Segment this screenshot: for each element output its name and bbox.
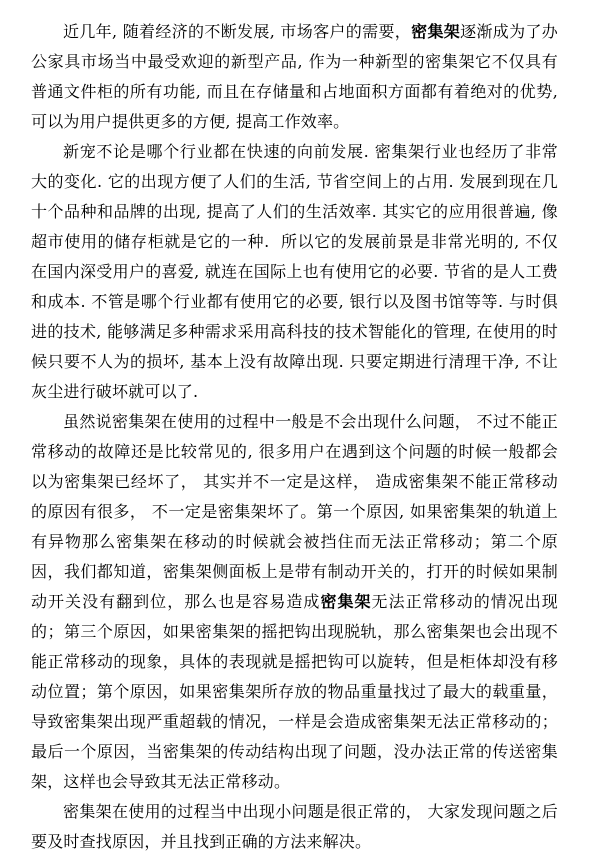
paragraph <box>31 797 558 857</box>
text-run: 密集架在使用的过程当中出现小问题是很正常的， 大家发现问题之后要及时查找原因，并且找到正确的方法来解决。 <box>31 802 558 851</box>
text-run: 逐渐成为了办公家具市场当中最受欢迎的新型产品, 作为一种新型的密集架它不仅具有普通文件柜的所有功能, 而且在存储量和占地面积方面都有着绝对的优势, 可以为用户提供更多的方便, 提高工作效率。 <box>31 22 564 131</box>
paragraph <box>31 407 558 797</box>
paragraph <box>31 137 558 407</box>
bold-keyword: 密集架 <box>411 22 461 41</box>
document-body <box>31 17 564 857</box>
bold-keyword: 密集架 <box>320 592 372 611</box>
text-run: 无法正常移动的情况出现的；第三个原因，如果密集架的摇把钩出现脱轨，那么密集架也会出现不能正常移动的现象，具体的表现就是摇把钩可以旋转，但是柜体却没有移动位置；第个原因，如果密集架所存放的物品重量找过了最大的载重量，导致密集架出现严重超载的情况，一样是会造成密集架无法正常移动的；最后一个原因，当密集架的传动结构出现了问题，没办法正常的传送密集架，这样也会导致其无法正常移动。 <box>31 592 559 791</box>
text-run: 虽然说密集架在使用的过程中一般是不会出现什么问题， 不过不能正常移动的故障还是比较常见的, 很多用户在遇到这个问题的时候一般都会以为密集架已经坏了， 其实并不一定是这样， 造成密集架不能正常移动的原因有很多， 不一定是密集架坏了。第一个原因, 如果密集架的轨道上有异物那么密集架在移动的时候就会被挡住而无法正常移动；第二个原因，我们都知道，密集架侧面板上是带有制动开关的，打开的时候如果制动开关没有翻到位，那么也是容易造成 <box>31 412 558 611</box>
text-run: 新宠不论是哪个行业都在快速的向前发展. 密集架行业也经历了非常大的变化. 它的出现方便了人们的生活, 节省空间上的占用. 发展到现在几十个品种和品牌的出现, 提高了人们的生活效率. 其实它的应用很普遍, 像超市使用的储存柜就是它的一种. 所以它的发展前景是非常光明的, 不仅在国内深受用户的喜爱, 就连在国际上也有使用它的必要. 节省的是人工费和成本. 不管是哪个行业都有使用它的必要, 银行以及图书馆等等. 与时俱进的技术, 能够满足多种需求采用高科技的技术智能化的管理, 在使用的时候只要不人为的损坏, 基本上没有故障出现. 只要定期进行清理干净, 不让灰尘进行破坏就可以了. <box>31 142 558 401</box>
text-run: 近几年, 随着经济的不断发展, 市场客户的需要， <box>63 22 412 41</box>
paragraph <box>31 17 564 137</box>
